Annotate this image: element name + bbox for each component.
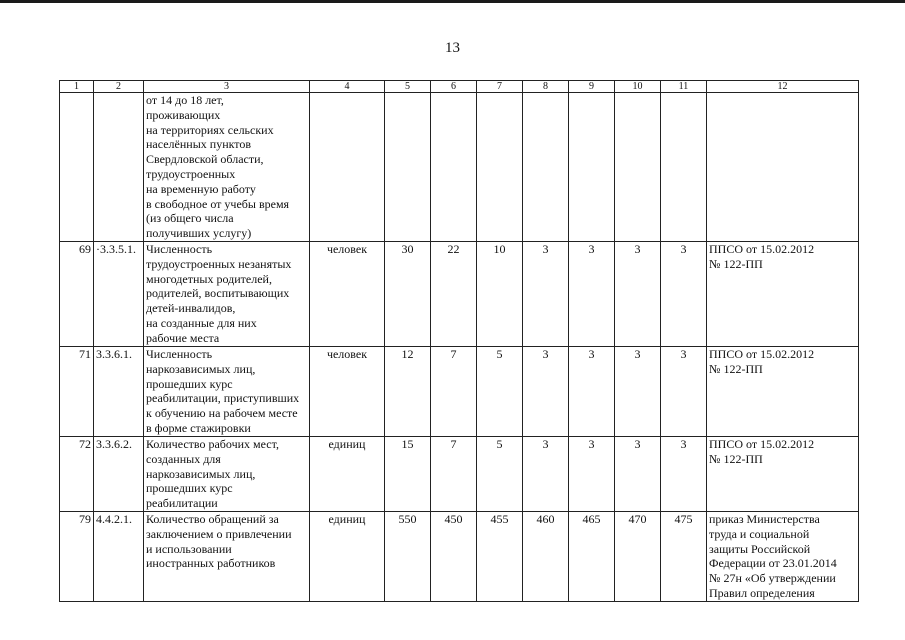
row-number-cell: 72 bbox=[60, 437, 94, 512]
source-text: ППСО от 15.02.2012 № 122-ПП bbox=[709, 242, 815, 271]
row-code-cell: 3.3.6.1. bbox=[94, 347, 144, 437]
indicator-text: Количество рабочих мест, созданных для наркозависимых лиц, прошедших курс реабилитации bbox=[146, 437, 279, 511]
unit-cell: единиц bbox=[310, 512, 385, 602]
value-cell: 3 bbox=[523, 242, 569, 347]
indicator-text: от 14 до 18 лет, проживающих на территориях сельских населённых пунктов Свердловской области, трудоустроенных на временную работу в свободное от учебы время (из общего числа получивших услугу) bbox=[146, 93, 290, 241]
value-cell: 3 bbox=[661, 242, 707, 347]
unit-cell: единиц bbox=[310, 437, 385, 512]
value-cell: 550 bbox=[385, 512, 431, 602]
value-cell: 465 bbox=[569, 512, 615, 602]
value-cell: 15 bbox=[385, 437, 431, 512]
table-row bbox=[60, 437, 859, 512]
unit-cell: человек bbox=[310, 242, 385, 347]
source-text: ППСО от 15.02.2012 № 122-ПП bbox=[709, 437, 815, 466]
value-cell: 475 bbox=[661, 512, 707, 602]
value-cell: 3 bbox=[615, 437, 661, 512]
value-cell: 30 bbox=[385, 242, 431, 347]
value-cell: 460 bbox=[523, 512, 569, 602]
row-number-cell: 71 bbox=[60, 347, 94, 437]
value-cell: 3 bbox=[569, 242, 615, 347]
row-number-cell bbox=[60, 93, 94, 242]
value-cell: 3 bbox=[661, 347, 707, 437]
column-number: 6 bbox=[431, 81, 477, 93]
column-number: 8 bbox=[523, 81, 569, 93]
column-number: 9 bbox=[569, 81, 615, 93]
indicator-cell bbox=[144, 93, 310, 242]
value-cell: 22 bbox=[431, 242, 477, 347]
table-row bbox=[60, 512, 859, 602]
indicator-cell bbox=[144, 347, 310, 437]
value-cell bbox=[523, 93, 569, 242]
column-number: 2 bbox=[94, 81, 144, 93]
source-text: ППСО от 15.02.2012 № 122-ПП bbox=[709, 347, 815, 376]
column-number: 5 bbox=[385, 81, 431, 93]
table-row bbox=[60, 347, 859, 437]
value-cell bbox=[661, 93, 707, 242]
source-cell bbox=[707, 242, 859, 347]
column-number: 3 bbox=[144, 81, 310, 93]
value-cell: 3 bbox=[615, 347, 661, 437]
value-cell: 450 bbox=[431, 512, 477, 602]
column-number: 12 bbox=[707, 81, 859, 93]
scan-top-border bbox=[0, 0, 905, 3]
value-cell: 10 bbox=[477, 242, 523, 347]
row-code-cell bbox=[94, 93, 144, 242]
value-cell bbox=[431, 93, 477, 242]
indicator-cell bbox=[144, 437, 310, 512]
row-number-cell: 69 bbox=[60, 242, 94, 347]
value-cell: 3 bbox=[569, 347, 615, 437]
row-code-cell: ·3.3.5.1. bbox=[94, 242, 144, 347]
table-row-continuation bbox=[60, 93, 859, 242]
value-cell: 455 bbox=[477, 512, 523, 602]
source-cell bbox=[707, 437, 859, 512]
unit-cell: человек bbox=[310, 347, 385, 437]
value-cell: 7 bbox=[431, 437, 477, 512]
value-cell: 3 bbox=[523, 437, 569, 512]
indicator-text: Количество обращений за заключением о привлечении и использовании иностранных работников bbox=[146, 512, 292, 571]
value-cell bbox=[385, 93, 431, 242]
value-cell bbox=[615, 93, 661, 242]
table-row bbox=[60, 242, 859, 347]
row-number-cell: 79 bbox=[60, 512, 94, 602]
indicators-table bbox=[59, 80, 859, 602]
value-cell: 3 bbox=[661, 437, 707, 512]
column-number: 4 bbox=[310, 81, 385, 93]
unit-cell bbox=[310, 93, 385, 242]
value-cell bbox=[569, 93, 615, 242]
value-cell: 12 bbox=[385, 347, 431, 437]
value-cell: 470 bbox=[615, 512, 661, 602]
source-text: приказ Министерства труда и социальной защиты Российской Федерации от 23.01.2014 № 27н «Об утверждении Правил определения bbox=[709, 512, 837, 600]
value-cell: 3 bbox=[615, 242, 661, 347]
column-number: 1 bbox=[60, 81, 94, 93]
source-cell bbox=[707, 93, 859, 242]
value-cell bbox=[477, 93, 523, 242]
source-cell bbox=[707, 512, 859, 602]
page-number: 13 bbox=[445, 40, 460, 56]
row-code-cell: 3.3.6.2. bbox=[94, 437, 144, 512]
value-cell: 7 bbox=[431, 347, 477, 437]
indicator-cell bbox=[144, 512, 310, 602]
column-number: 7 bbox=[477, 81, 523, 93]
value-cell: 3 bbox=[569, 437, 615, 512]
column-number-header-row bbox=[60, 81, 859, 93]
indicator-text: Численность наркозависимых лиц, прошедших курс реабилитации, приступивших к обучению на рабочем месте в форме стажировки bbox=[146, 347, 300, 435]
row-code-cell: 4.4.2.1. bbox=[94, 512, 144, 602]
source-cell bbox=[707, 347, 859, 437]
column-number: 11 bbox=[661, 81, 707, 93]
value-cell: 5 bbox=[477, 347, 523, 437]
indicator-cell bbox=[144, 242, 310, 347]
value-cell: 5 bbox=[477, 437, 523, 512]
indicator-text: Численность трудоустроенных незанятых многодетных родителей, родителей, воспитывающих детей-инвалидов, на созданные для них рабочие места bbox=[146, 242, 292, 345]
column-number: 10 bbox=[615, 81, 661, 93]
value-cell: 3 bbox=[523, 347, 569, 437]
